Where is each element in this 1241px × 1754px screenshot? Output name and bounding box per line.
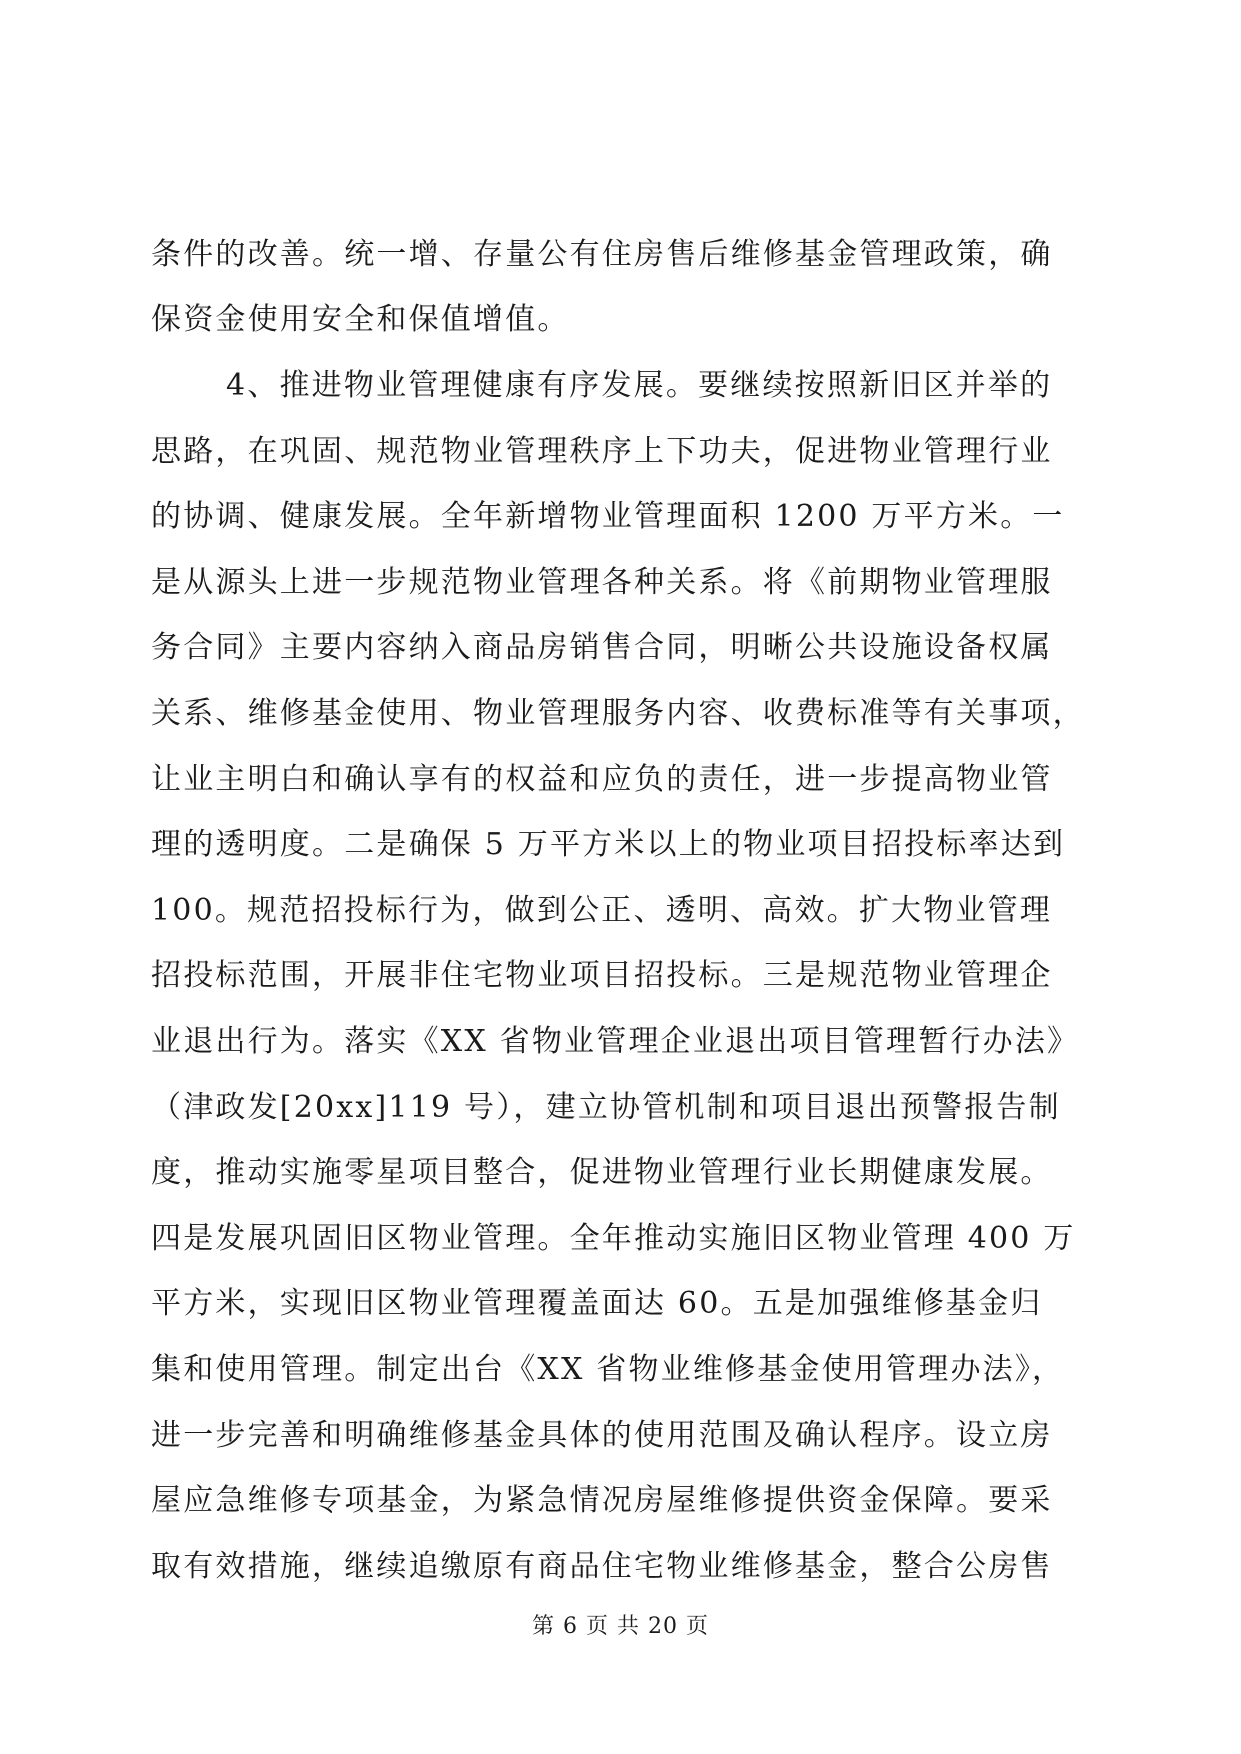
body-text-line: 度，推动实施零星项目整合，促进物业管理行业长期健康发展。 xyxy=(151,1155,1053,1190)
body-text-line: 平方米，实现旧区物业管理覆盖面达 60。五是加强维修基金归 xyxy=(151,1286,1043,1321)
body-text-line: 关系、维修基金使用、物业管理服务内容、收费标准等有关事项， xyxy=(151,696,1085,731)
body-text-line: 业退出行为。落实《XX 省物业管理企业退出项目管理暂行办法》 xyxy=(151,1024,1080,1059)
body-text-line: 四是发展巩固旧区物业管理。全年推动实施旧区物业管理 400 万 xyxy=(151,1221,1076,1256)
paragraph-first-line: 4、推进物业管理健康有序发展。要继续按照新旧区并举的 xyxy=(226,368,1053,403)
body-text-line: 是从源头上进一步规范物业管理各种关系。将《前期物业管理服 xyxy=(151,565,1053,600)
body-text-line: 屋应急维修专项基金，为紧急情况房屋维修提供资金保障。要采 xyxy=(151,1483,1053,1518)
body-text-line: 进一步完善和明确维修基金具体的使用范围及确认程序。设立房 xyxy=(151,1418,1053,1453)
body-text-line: 的协调、健康发展。全年新增物业管理面积 1200 万平方米。一 xyxy=(151,499,1065,534)
body-text-line: 取有效措施，继续追缴原有商品住宅物业维修基金，整合公房售 xyxy=(151,1549,1053,1584)
body-text-line: （津政发[20xx]119 号），建立协管机制和项目退出预警报告制 xyxy=(151,1090,1061,1125)
body-text-line: 保资金使用安全和保值增值。 xyxy=(151,302,570,337)
body-text-line: 理的透明度。二是确保 5 万平方米以上的物业项目招投标率达到 xyxy=(151,827,1066,862)
body-text-line: 条件的改善。统一增、存量公有住房售后维修基金管理政策，确 xyxy=(151,237,1053,272)
body-text-line: 招投标范围，开展非住宅物业项目招投标。三是规范物业管理企 xyxy=(151,958,1053,993)
body-text-line: 100。规范招投标行为，做到公正、透明、高效。扩大物业管理 xyxy=(151,893,1053,928)
page-number-footer: 第 6 页 共 20 页 xyxy=(532,1614,709,1639)
body-text-line: 让业主明白和确认享有的权益和应负的责任，进一步提高物业管 xyxy=(151,762,1053,797)
body-text-line: 思路，在巩固、规范物业管理秩序上下功夫，促进物业管理行业 xyxy=(151,434,1053,469)
body-text-line: 务合同》主要内容纳入商品房销售合同，明晰公共设施设备权属 xyxy=(151,630,1053,665)
body-text-line: 集和使用管理。制定出台《XX 省物业维修基金使用管理办法》， xyxy=(151,1352,1065,1387)
